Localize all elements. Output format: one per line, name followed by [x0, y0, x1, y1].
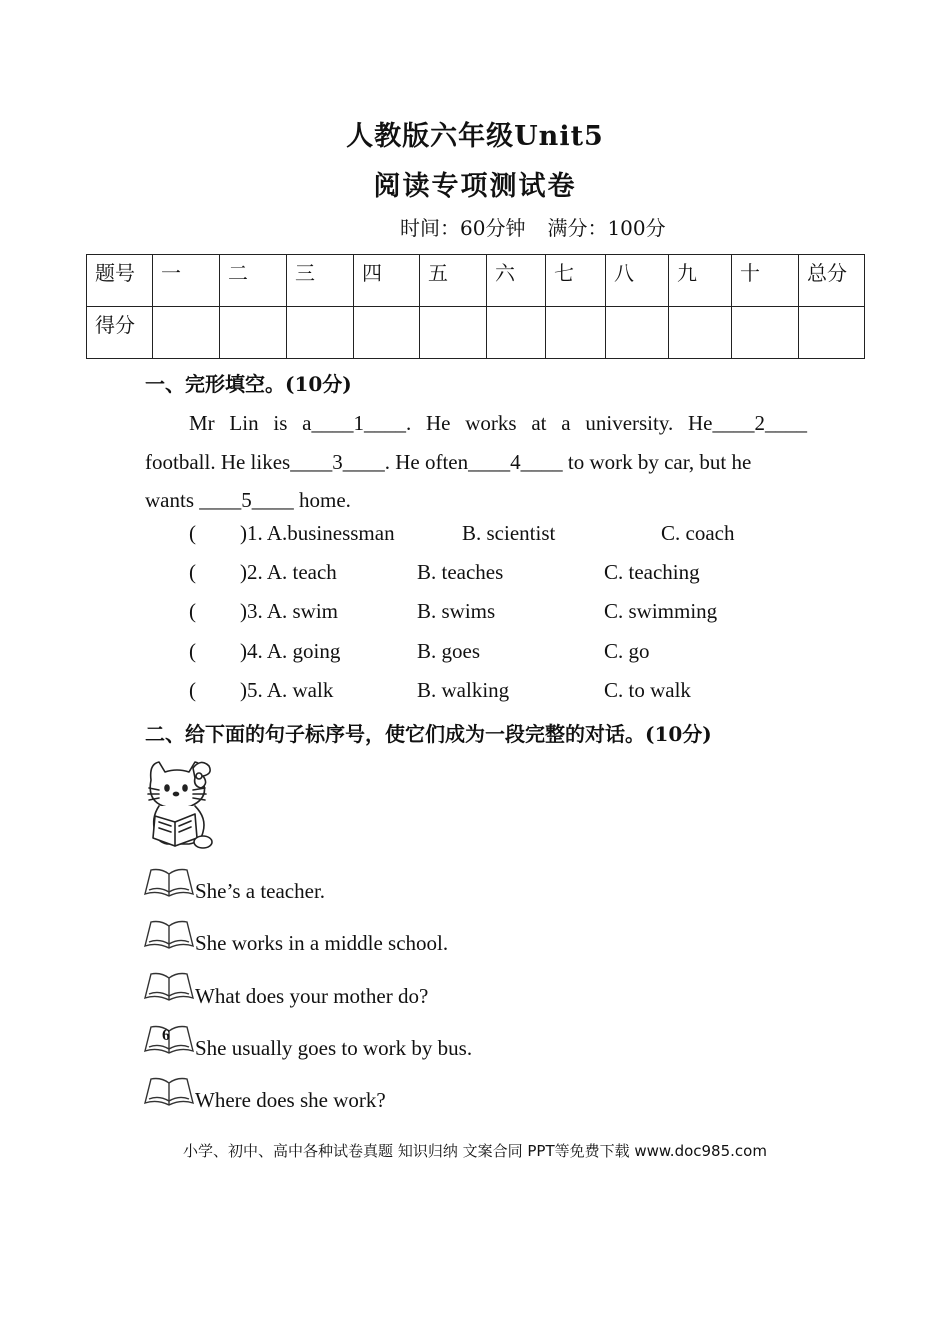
passage-text: . He works at a university. He [405, 411, 713, 435]
section-2-title: 二、给下面的句子标序号，使它们成为一段完整的对话。(10分) [145, 722, 712, 746]
book-order-number: 6 [162, 1027, 170, 1044]
question-option-c: C. coach [661, 521, 735, 545]
question-option-c: C. go [604, 639, 650, 663]
open-book-numbered[interactable] [143, 1023, 195, 1055]
score-input-cell[interactable] [287, 307, 354, 359]
answer-paren[interactable]: ( [189, 639, 196, 663]
question-option-a: )4. A. going [240, 639, 341, 663]
score-input-cell[interactable] [354, 307, 420, 359]
question-option-b: B. teaches [417, 560, 504, 584]
footer-text: 小学、初中、高中各种试卷真题 知识归纳 文案合同 PPT等免费下载 www.doc985.com [183, 1142, 767, 1160]
open-book-icon[interactable] [143, 918, 195, 950]
answer-paren[interactable]: ( [189, 678, 196, 702]
dialogue-sentence: What does your mother do? [195, 984, 429, 1008]
question-option-a: )1. A.businessman [240, 521, 395, 545]
table-cell: 一 [153, 255, 220, 307]
question-option-b: B. swims [417, 599, 496, 623]
blank-1[interactable]: ____1____ [311, 411, 406, 435]
question-option-a: )3. A. swim [240, 599, 339, 623]
score-table-row-score [87, 307, 865, 359]
score-input-cell[interactable] [732, 307, 799, 359]
passage-line [145, 481, 807, 520]
answer-paren[interactable]: ( [189, 599, 196, 623]
table-cell: 七 [546, 255, 606, 307]
passage-text: Mr Lin is a [189, 411, 312, 435]
score-input-cell[interactable] [153, 307, 220, 359]
table-cell: 二 [220, 255, 287, 307]
score-table [86, 254, 865, 359]
question-option-c: C. swimming [604, 599, 718, 623]
table-cell: 题号 [87, 255, 153, 307]
score-table-row-header [87, 255, 865, 307]
table-cell: 八 [606, 255, 669, 307]
passage-text: to work by car, but he [562, 449, 752, 474]
question-option-c: C. teaching [604, 560, 700, 584]
dialogue-sentence: She usually goes to work by bus. [195, 1036, 473, 1060]
passage-line [145, 404, 807, 443]
question-option-a: )5. A. walk [240, 678, 334, 702]
table-cell: 五 [420, 255, 487, 307]
score-input-cell[interactable] [420, 307, 487, 359]
table-cell: 总分 [799, 255, 865, 307]
passage-text: . He often [384, 449, 469, 474]
answer-paren[interactable]: ( [189, 560, 196, 584]
blank-2[interactable]: ____2____ [712, 411, 807, 435]
title-line-1: 人教版六年级Unit5 [346, 121, 604, 152]
score-input-cell[interactable] [546, 307, 606, 359]
passage-text: home. [293, 488, 351, 512]
dialogue-sentence: She works in a middle school. [195, 931, 449, 955]
passage-line [145, 443, 807, 482]
dialogue-sentence: Where does she work? [195, 1088, 386, 1112]
table-cell: 六 [487, 255, 546, 307]
time-limit: 时间：60分钟 [400, 216, 526, 240]
table-cell: 十 [732, 255, 799, 307]
score-input-cell[interactable] [487, 307, 546, 359]
question-option-a: )2. A. teach [240, 560, 337, 584]
dialogue-sentence: She’s a teacher. [195, 879, 326, 903]
open-book-icon[interactable] [143, 970, 195, 1002]
table-cell: 得分 [87, 307, 153, 359]
title-line-2: 阅读专项测试卷 [373, 171, 577, 202]
cat-reading-illustration [143, 758, 219, 850]
answer-paren[interactable]: ( [189, 521, 196, 545]
table-cell: 三 [287, 255, 354, 307]
blank-3[interactable]: ____3____ [290, 449, 385, 474]
score-input-cell[interactable] [669, 307, 732, 359]
question-option-b: B. scientist [462, 521, 556, 545]
time-score-line [400, 212, 666, 241]
score-input-cell[interactable] [606, 307, 669, 359]
question-option-b: B. goes [417, 639, 480, 663]
table-cell: 四 [354, 255, 420, 307]
score-input-cell[interactable] [799, 307, 865, 359]
blank-4[interactable]: ____4____ [468, 449, 563, 474]
open-book-icon[interactable] [143, 1075, 195, 1107]
blank-5[interactable]: ____5____ [199, 488, 294, 512]
score-input-cell[interactable] [220, 307, 287, 359]
full-score: 满分：100分 [547, 216, 666, 240]
question-option-c: C. to walk [604, 678, 691, 702]
passage-text: football. He likes [145, 449, 291, 474]
question-option-b: B. walking [417, 678, 510, 702]
open-book-icon[interactable] [143, 866, 195, 898]
table-cell: 九 [669, 255, 732, 307]
passage-text: wants [145, 488, 200, 512]
section-1-title: 一、完形填空。(10分) [145, 372, 352, 396]
cloze-passage [145, 404, 807, 520]
